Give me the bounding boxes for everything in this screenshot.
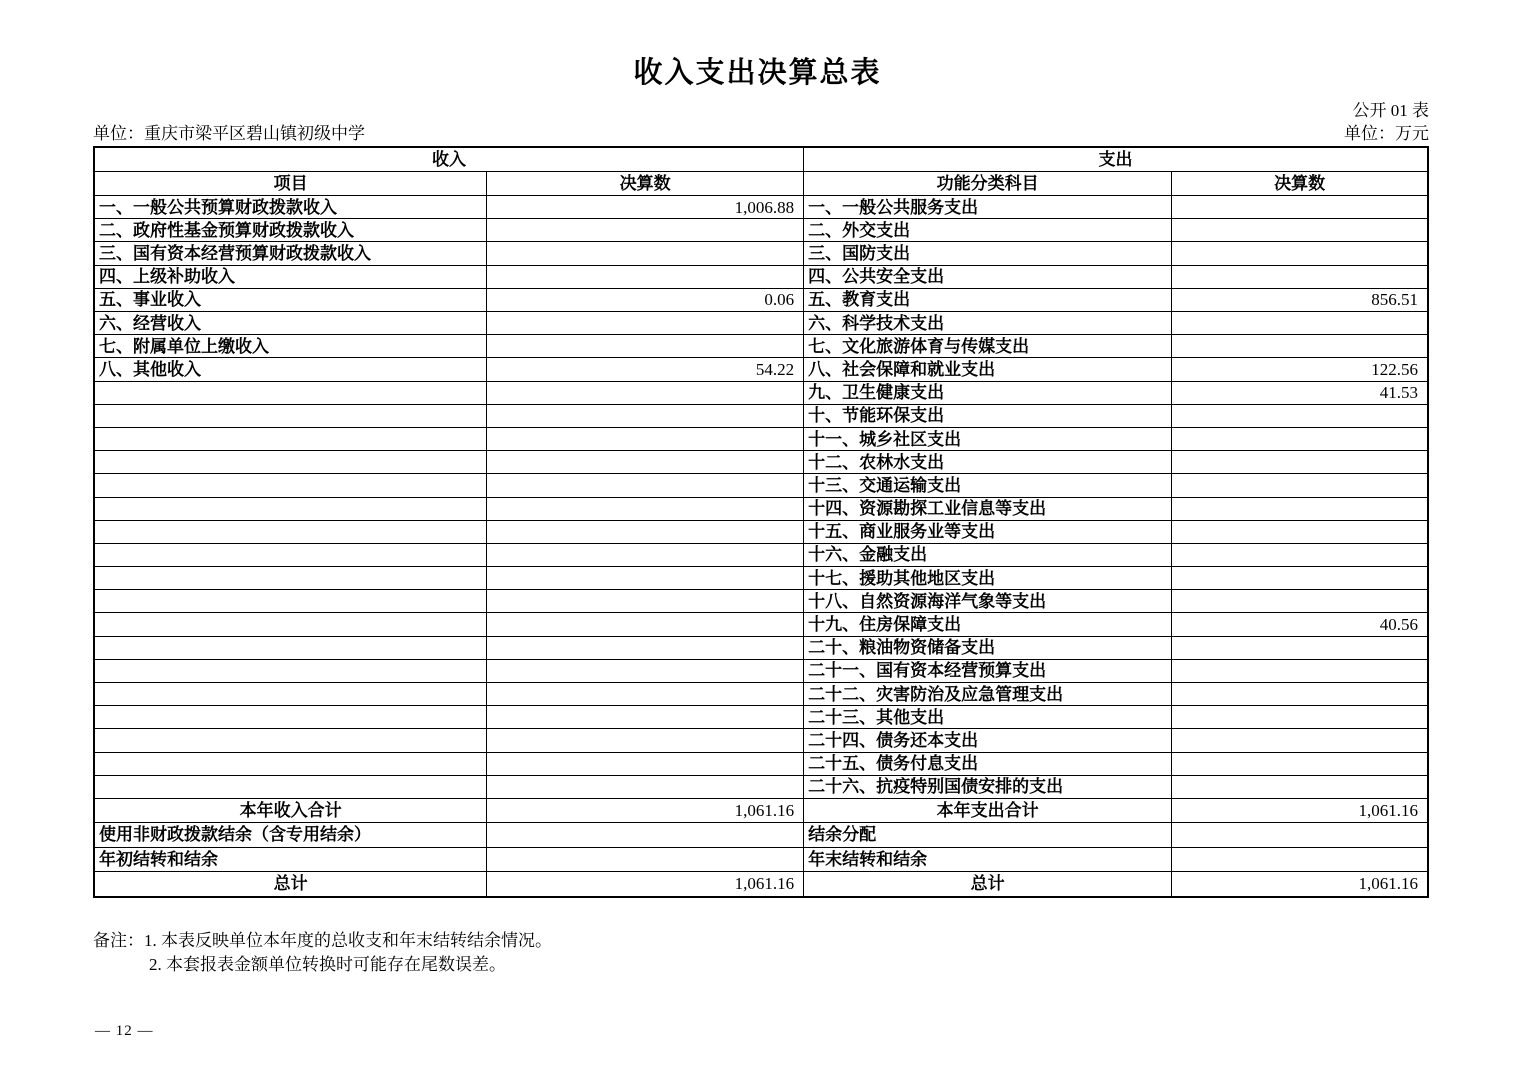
expense-row-label: 十一、城乡社区支出: [804, 428, 1172, 451]
income-row-value: [487, 544, 803, 567]
expense-row-label: 二十一、国有资本经营预算支出: [804, 660, 1172, 683]
expense-row-value: [1172, 590, 1427, 613]
expense-row-label: 二十四、债务还本支出: [804, 729, 1172, 752]
expense-row-value: [1172, 219, 1427, 242]
income-row-label: [95, 428, 487, 451]
income-row-label: [95, 474, 487, 497]
expense-row-label: 八、社会保障和就业支出: [804, 358, 1172, 381]
income-row-label: [95, 521, 487, 544]
income-row-value: [487, 474, 803, 497]
income-row-label: 三、国有资本经营预算财政拨款收入: [95, 242, 487, 265]
expense-row-value: [1172, 196, 1427, 219]
summary-table: [93, 146, 1429, 898]
expense-row-label: 十九、住房保障支出: [804, 613, 1172, 636]
expense-summary-value: 1,061.16: [1358, 874, 1418, 894]
income-row-label: 八、其他收入: [95, 358, 487, 381]
expense-row-value: [1172, 266, 1427, 289]
income-summary-value: [487, 848, 803, 872]
table-code: 公开 01 表: [1352, 101, 1429, 120]
expense-row-value: [1172, 683, 1427, 706]
expense-row-label: 四、公共安全支出: [804, 266, 1172, 289]
income-column-header-amount: 决算数: [487, 172, 803, 196]
expense-row-label: 十二、农林水支出: [804, 451, 1172, 474]
income-summary-value: 1,061.16: [487, 799, 803, 823]
expense-row-value: [1172, 706, 1427, 729]
income-row-value: 1,006.88: [487, 196, 803, 219]
income-row-label: [95, 567, 487, 590]
expense-summary-value: [1172, 823, 1427, 847]
expense-summary-value: [1172, 848, 1427, 872]
income-row-value: [487, 753, 803, 776]
expense-row-label: 七、文化旅游体育与传媒支出: [804, 335, 1172, 358]
note-text-1: 1. 本表反映单位本年度的总收支和年末结转结余情况。: [144, 931, 552, 950]
income-row-value: [487, 266, 803, 289]
expense-row-value: 41.53: [1172, 382, 1427, 405]
income-row-value: [487, 498, 803, 521]
expense-row-value: [1172, 428, 1427, 451]
page-title: 收入支出决算总表: [633, 57, 882, 89]
expense-row-label: 十三、交通运输支出: [804, 474, 1172, 497]
expense-row-label: 十、节能环保支出: [804, 405, 1172, 428]
income-summary-label: 使用非财政拨款结余（含专用结余）: [95, 823, 487, 847]
income-section-header: 收入: [95, 148, 803, 172]
expense-row-label: 十七、援助其他地区支出: [804, 567, 1172, 590]
expense-summary-label: 总计: [804, 872, 1172, 896]
income-section: [95, 148, 804, 896]
expense-summary-value: 1,061.16: [1172, 799, 1427, 823]
expense-section: [804, 148, 1427, 896]
income-row-label: [95, 498, 487, 521]
income-row-value: 0.06: [487, 289, 803, 312]
org-label: 单位：重庆市梁平区碧山镇初级中学: [93, 124, 365, 143]
notes-prefix: 备注：: [93, 931, 144, 950]
income-row-label: [95, 637, 487, 660]
income-row-value: [487, 776, 803, 799]
income-row-value: [487, 590, 803, 613]
expense-row-label: 一、一般公共服务支出: [804, 196, 1172, 219]
income-row-value: 54.22: [487, 358, 803, 381]
expense-row-label: 二十五、债务付息支出: [804, 753, 1172, 776]
income-row-value: [487, 729, 803, 752]
expense-row-label: 十五、商业服务业等支出: [804, 521, 1172, 544]
income-summary-label: 总计: [95, 872, 487, 896]
expense-row-value: 856.51: [1172, 289, 1427, 312]
income-row-value: [487, 405, 803, 428]
expense-row-label: 十八、自然资源海洋气象等支出: [804, 590, 1172, 613]
income-summary-value: [487, 823, 803, 847]
unit-label: 单位：万元: [1344, 124, 1429, 143]
expense-row-value: 122.56: [1172, 358, 1427, 381]
expense-row-value: [1172, 753, 1427, 776]
income-row-label: [95, 382, 487, 405]
income-row-value: [487, 683, 803, 706]
income-row-value: [487, 219, 803, 242]
expense-row-value: [1172, 521, 1427, 544]
expense-row-label: 十四、资源勘探工业信息等支出: [804, 498, 1172, 521]
income-row-label: [95, 753, 487, 776]
income-summary-label: 本年收入合计: [95, 799, 487, 823]
note-line-1: [93, 929, 552, 953]
expense-row-value: [1172, 729, 1427, 752]
expense-row-value: [1172, 498, 1427, 521]
income-row-label: [95, 729, 487, 752]
expense-row-value: 40.56: [1172, 613, 1427, 636]
income-row-value: [487, 451, 803, 474]
expense-column-header-amount: 决算数: [1172, 172, 1427, 196]
income-row-label: 七、附属单位上缴收入: [95, 335, 487, 358]
expense-section-header: 支出: [804, 148, 1427, 172]
income-row-label: [95, 405, 487, 428]
expense-row-value: [1172, 660, 1427, 683]
income-row-value: [487, 242, 803, 265]
income-row-label: 四、上级补助收入: [95, 266, 487, 289]
expense-row-label: 二十三、其他支出: [804, 706, 1172, 729]
expense-row-value: [1172, 242, 1427, 265]
expense-row-value: [1172, 335, 1427, 358]
income-row-value: [487, 428, 803, 451]
income-row-label: [95, 706, 487, 729]
page-number: — 12 —: [95, 1023, 154, 1039]
expense-row-value: [1172, 405, 1427, 428]
expense-summary-label: 年末结转和结余: [804, 848, 1172, 872]
income-row-label: [95, 590, 487, 613]
income-row-label: [95, 776, 487, 799]
income-row-label: [95, 683, 487, 706]
expense-row-label: 二十六、抗疫特别国债安排的支出: [804, 776, 1172, 799]
expense-row-value: [1172, 451, 1427, 474]
income-row-label: 六、经营收入: [95, 312, 487, 335]
income-row-label: [95, 660, 487, 683]
income-row-value: [487, 660, 803, 683]
income-row-label: [95, 613, 487, 636]
income-row-value: [487, 637, 803, 660]
expense-summary-label: 本年支出合计: [804, 799, 1172, 823]
income-row-value: [487, 613, 803, 636]
income-column-header-item: 项目: [95, 172, 487, 196]
expense-summary-label: 结余分配: [804, 823, 1172, 847]
expense-row-value: [1172, 637, 1427, 660]
expense-row-value: [1172, 544, 1427, 567]
income-summary-value: 1,061.16: [734, 874, 795, 894]
income-row-label: 一、一般公共预算财政拨款收入: [95, 196, 487, 219]
income-row-label: [95, 451, 487, 474]
income-row-label: [95, 544, 487, 567]
expense-row-label: 三、国防支出: [804, 242, 1172, 265]
expense-row-value: [1172, 474, 1427, 497]
expense-row-label: 九、卫生健康支出: [804, 382, 1172, 405]
income-row-value: [487, 382, 803, 405]
income-row-value: [487, 706, 803, 729]
income-row-label: 二、政府性基金预算财政拨款收入: [95, 219, 487, 242]
income-row-value: [487, 335, 803, 358]
expense-row-label: 二十、粮油物资储备支出: [804, 637, 1172, 660]
income-row-label: 五、事业收入: [95, 289, 487, 312]
expense-row-value: [1172, 312, 1427, 335]
note-line-2: 2. 本套报表金额单位转换时可能存在尾数误差。: [149, 955, 506, 974]
expense-row-label: 二、外交支出: [804, 219, 1172, 242]
notes: [93, 929, 552, 977]
expense-column-header-item: 功能分类科目: [804, 172, 1172, 196]
expense-row-label: 二十二、灾害防治及应急管理支出: [804, 683, 1172, 706]
income-row-value: [487, 312, 803, 335]
expense-row-value: [1172, 776, 1427, 799]
income-summary-label: 年初结转和结余: [95, 848, 487, 872]
expense-row-label: 十六、金融支出: [804, 544, 1172, 567]
expense-row-label: 六、科学技术支出: [804, 312, 1172, 335]
income-row-value: [487, 567, 803, 590]
expense-row-value: [1172, 567, 1427, 590]
income-row-value: [487, 521, 803, 544]
expense-row-label: 五、教育支出: [804, 289, 1172, 312]
